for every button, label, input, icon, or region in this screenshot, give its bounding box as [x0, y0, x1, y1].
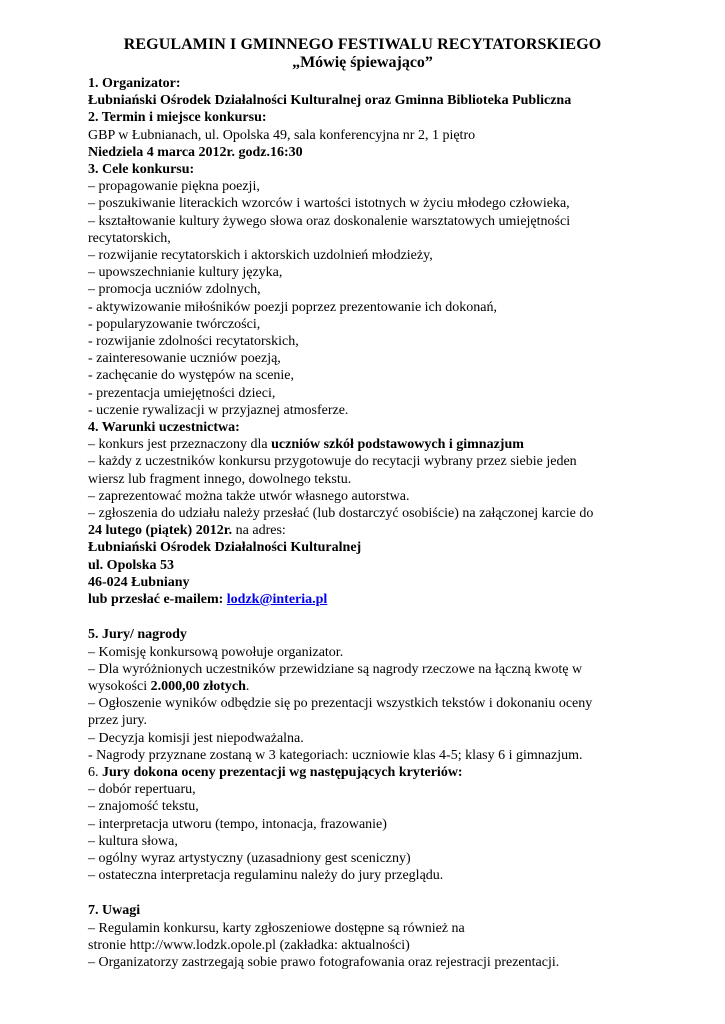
prize-amount: 2.000,00 złotych: [150, 678, 246, 694]
address-line: 46-024 Łubniany: [88, 574, 190, 590]
goal-item: – propagowanie piękna poezji,: [88, 179, 260, 195]
organizer-name: Łubniański Ośrodek Działalności Kulturalnej oraz Gminna Biblioteka Publiczna: [88, 93, 572, 109]
jury-line: – Ogłoszenie wyników odbędzie się po prezentacji wszystkich tekstów i dokonaniu oceny: [88, 696, 593, 712]
section-heading-notes: 7. Uwagi: [88, 903, 141, 919]
prize-period: .: [245, 678, 250, 694]
condition-line: [88, 436, 648, 453]
address-line: ul. Opolska 53: [88, 557, 174, 573]
section-heading-organizer: 1. Organizator:: [88, 76, 181, 91]
goal-item: – rozwijanie recytatorskich i aktorskich uzdolnień młodzieży,: [88, 248, 433, 264]
venue-line: GBP w Łubnianach, ul. Opolska 49, sala konferencyjna nr 2, 1 piętro: [88, 127, 476, 143]
criteria-item: – ostateczna interpretacja regulaminu należy do jury przeglądu.: [88, 868, 444, 884]
goal-item: - prezentacja umiejętności dzieci,: [88, 385, 276, 401]
email-line: [88, 591, 648, 608]
notes-line: stronie http://www.lodzk.opole.pl (zakładka: aktualności): [88, 937, 410, 953]
condition-line: wiersz lub fragment innego, dowolnego tekstu.: [88, 471, 352, 487]
criteria-item: – kultura słowa,: [88, 833, 178, 849]
goal-item: – promocja uczniów zdolnych,: [88, 282, 261, 298]
jury-line: – Decyzja komisji jest niepodważalna.: [88, 730, 304, 746]
prize-amount-line: [88, 678, 648, 695]
goal-item: - aktywizowanie miłośników poezji poprzez prezentowanie ich dokonań,: [88, 299, 497, 315]
deadline-text: na adres:: [232, 523, 286, 539]
jury-line: przez jury.: [88, 713, 147, 729]
section-heading-goals: 3. Cele konkursu:: [88, 162, 195, 178]
jury-line: – Dla wyróżnionych uczestników przewidziane są nagrody rzeczowe na łączną kwotę w: [88, 661, 583, 677]
section-heading-date-place: 2. Termin i miejsce konkursu:: [88, 110, 267, 126]
condition-line: – zaprezentować można także utwór własnego autorstwa.: [88, 488, 410, 504]
deadline-line: [88, 522, 648, 539]
document-subtitle: „Mówię śpiewająco”: [292, 54, 433, 71]
condition-text: – konkurs jest przeznaczony dla: [88, 437, 272, 453]
email-label: lub przesłać e-mailem:: [88, 592, 227, 608]
criteria-item: – znajomość tekstu,: [88, 799, 199, 815]
section-heading-conditions: 4. Warunki uczestnictwa:: [88, 420, 240, 436]
criteria-item: – ogólny wyraz artystyczny (uzasadniony gest sceniczny): [88, 850, 411, 866]
event-date-line: Niedziela 4 marca 2012r. godz.16:30: [88, 144, 303, 160]
condition-line: – każdy z uczestników konkursu przygotowuje do recytacji wybrany przez siebie jeden: [88, 454, 577, 470]
goal-item: - zachęcanie do występów na scenie,: [88, 368, 295, 384]
deadline-date: 24 lutego (piątek) 2012r.: [88, 523, 233, 539]
notes-line: – Regulamin konkursu, karty zgłoszeniowe dostępne są również na: [88, 920, 465, 936]
condition-target-group: uczniów szkół podstawowych i gimnazjum: [271, 437, 524, 453]
notes-line: – Organizatorzy zastrzegają sobie prawo fotografowania oraz rejestracji prezentacji.: [88, 954, 560, 970]
goal-item: - uczenie rywalizacji w przyjaznej atmosferze.: [88, 402, 349, 418]
criteria-item: – interpretacja utworu (tempo, intonacja, frazowanie): [88, 816, 387, 832]
document-title: REGULAMIN I GMINNEGO FESTIWALU RECYTATORSKIEGO: [123, 36, 602, 53]
spacer: [88, 608, 648, 626]
jury-line: – Komisję konkursową powołuje organizator.: [88, 644, 344, 660]
spacer: [88, 884, 648, 902]
goal-item: recytatorskich,: [88, 230, 171, 246]
prize-text: wysokości: [88, 678, 151, 694]
goal-item: – kształtowanie kultury żywego słowa oraz doskonalenie warsztatowych umiejętności: [88, 213, 571, 229]
criteria-number: 6.: [88, 764, 102, 780]
email-link[interactable]: lodzk@interia.pl: [226, 592, 328, 608]
section-heading-jury: 5. Jury/ nagrody: [88, 627, 187, 643]
condition-line: – zgłoszenia do udziału należy przesłać (lub dostarczyć osobiście) na załączonej karcie do: [88, 506, 594, 522]
jury-line: - Nagrody przyznane zostaną w 3 kategoriach: uczniowie klas 4-5; klasy 6 i gimnazjum.: [88, 747, 583, 763]
address-line: Łubniański Ośrodek Działalności Kulturalnej: [88, 540, 362, 556]
criteria-title: Jury dokona oceny prezentacji wg następujących kryteriów:: [102, 764, 463, 780]
goal-item: - zainteresowanie uczniów poezją,: [88, 351, 281, 367]
goal-item: - popularyzowanie twórczości,: [88, 316, 261, 332]
section-heading-criteria: [88, 764, 648, 781]
goal-item: – upowszechnianie kultury języka,: [88, 265, 283, 281]
goal-item: – poszukiwanie literackich wzorców i wartości istotnych w życiu młodego człowieka,: [88, 196, 570, 212]
criteria-item: – dobór repertuaru,: [88, 782, 196, 798]
goal-item: - rozwijanie zdolności recytatorskich,: [88, 334, 299, 350]
document-body: [88, 75, 648, 971]
